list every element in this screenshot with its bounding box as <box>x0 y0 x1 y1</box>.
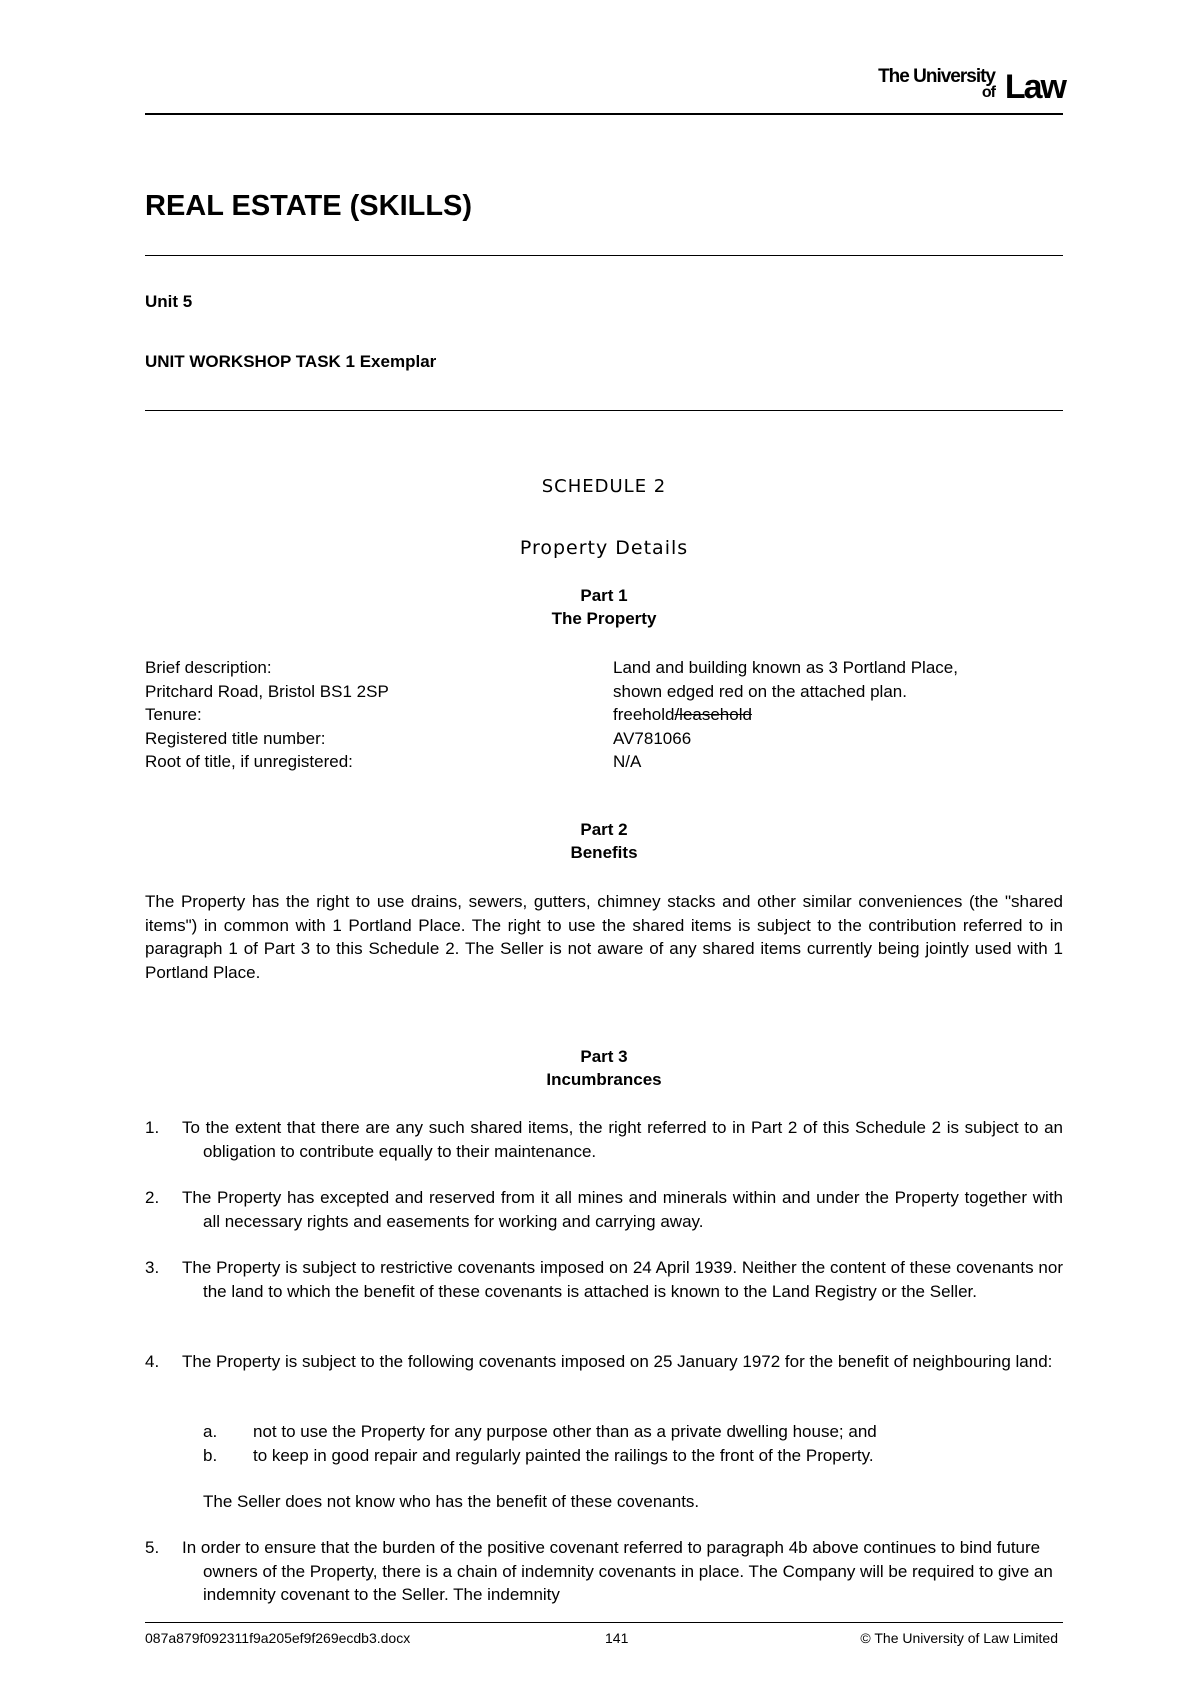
sub-item-text: to keep in good repair and regularly painted the railings to the front of the Property. <box>253 1445 874 1465</box>
detail-value: shown edged red on the attached plan. <box>613 681 907 701</box>
logo-line-2: of <box>981 84 995 101</box>
part1-label: Part 1 <box>580 586 628 605</box>
footer-rule <box>145 1622 1063 1623</box>
item-number: 2. <box>145 1188 160 1207</box>
benefits-paragraph: The Property has the right to use drains, sewers, gutters, chimney stacks and other similar conveniences (the "shared items") in common with 1 Portland Place. The right to use the shared items is subject to the contribution referred to in paragraph 1 of Part 3 to this Schedule 2. The Seller is not aware of any shared items currently being jointly used with 1 Portland Place. <box>145 892 1063 982</box>
detail-label: Root of title, if unregistered: <box>145 752 353 771</box>
logo-line-1: The University <box>878 66 995 87</box>
item-text: To the extent that there are any such shared items, the right referred to in Part 2 of this Schedule 2 is subject to an obligation to contribute equally to their maintenance. <box>182 1118 1063 1161</box>
detail-row <box>145 703 1063 727</box>
detail-label: Pritchard Road, Bristol BS1 2SP <box>145 681 389 701</box>
footer-filename: 087a879f092311f9a205ef9f269ecdb3.docx <box>145 1630 411 1646</box>
document-title: REAL ESTATE (SKILLS) <box>145 190 473 222</box>
detail-row <box>145 680 1063 704</box>
item-text: The Property is subject to restrictive covenants imposed on 24 April 1939. Neither the content of these covenants nor the land to which the benefit of these covenants is attached is known to the Land Registry or the Seller. <box>182 1258 1063 1301</box>
part2-heading <box>145 818 1063 864</box>
header-rule <box>145 113 1063 115</box>
list-item <box>145 1256 1063 1303</box>
item-text: The Property has excepted and reserved from it all mines and minerals within and under the Property together with all necessary rights and easements for working and carrying away. <box>182 1188 1063 1231</box>
detail-value: AV781066 <box>613 728 692 748</box>
item-text: The Property is subject to the following covenants imposed on 25 January 1972 for the benefit of neighbouring land: <box>182 1352 1053 1371</box>
footer-copyright: © The University of Law Limited <box>860 1630 1058 1646</box>
item-text: In order to ensure that the burden of the positive covenant referred to paragraph 4b above continues to bind future owners of the Property, there is a chain of indemnity covenants in place. The Company will be required to give an indemnity covenant to the Seller. The indemnity <box>182 1538 1053 1604</box>
schedule-title: SCHEDULE 2 <box>541 476 667 497</box>
task-rule <box>145 410 1063 411</box>
part3-title: Incumbrances <box>546 1070 662 1089</box>
detail-row <box>145 656 1063 680</box>
task-label: UNIT WORKSHOP TASK 1 Exemplar <box>145 352 437 371</box>
sub-item-text: not to use the Property for any purpose other than as a private dwelling house; and <box>253 1422 877 1441</box>
tenure-value: freehold <box>613 705 675 724</box>
detail-label: Tenure: <box>145 705 202 724</box>
property-details <box>145 656 1063 774</box>
detail-value: N/A <box>613 752 642 771</box>
part1-heading <box>145 584 1063 630</box>
logo-line-3: Law <box>1004 68 1065 106</box>
part2-title: Benefits <box>570 843 638 862</box>
item-number: 5. <box>145 1538 160 1557</box>
university-logo <box>865 64 1065 104</box>
footer-page-number: 141 <box>605 1630 629 1646</box>
list-item <box>145 1186 1063 1233</box>
part3-heading <box>145 1045 1063 1091</box>
detail-label: Brief description: <box>145 658 272 677</box>
part2-label: Part 2 <box>580 820 628 839</box>
item-number: 4. <box>145 1352 160 1371</box>
item-number: 3. <box>145 1258 160 1277</box>
detail-value: Land and building known as 3 Portland Place, <box>613 658 958 677</box>
item-number: 1. <box>145 1118 160 1137</box>
detail-row <box>145 750 1063 774</box>
detail-label: Registered title number: <box>145 728 326 748</box>
list-item <box>145 1350 1063 1374</box>
tenure-struck-value: /leasehold <box>674 705 752 724</box>
list-item <box>145 1536 1063 1607</box>
detail-row <box>145 727 1063 751</box>
unit-label: Unit 5 <box>145 292 193 311</box>
sub-list-item <box>203 1420 1063 1444</box>
part3-label: Part 3 <box>580 1047 628 1066</box>
schedule-subtitle: Property Details <box>519 537 689 559</box>
sub-list-item <box>203 1444 1063 1468</box>
part1-title: The Property <box>551 609 657 628</box>
sub-item-letter: b. <box>203 1445 218 1465</box>
detail-value <box>613 703 752 727</box>
list-item <box>145 1116 1063 1163</box>
covenant-note: The Seller does not know who has the benefit of these covenants. <box>203 1492 700 1511</box>
sub-item-letter: a. <box>203 1422 218 1441</box>
title-rule <box>145 255 1063 256</box>
